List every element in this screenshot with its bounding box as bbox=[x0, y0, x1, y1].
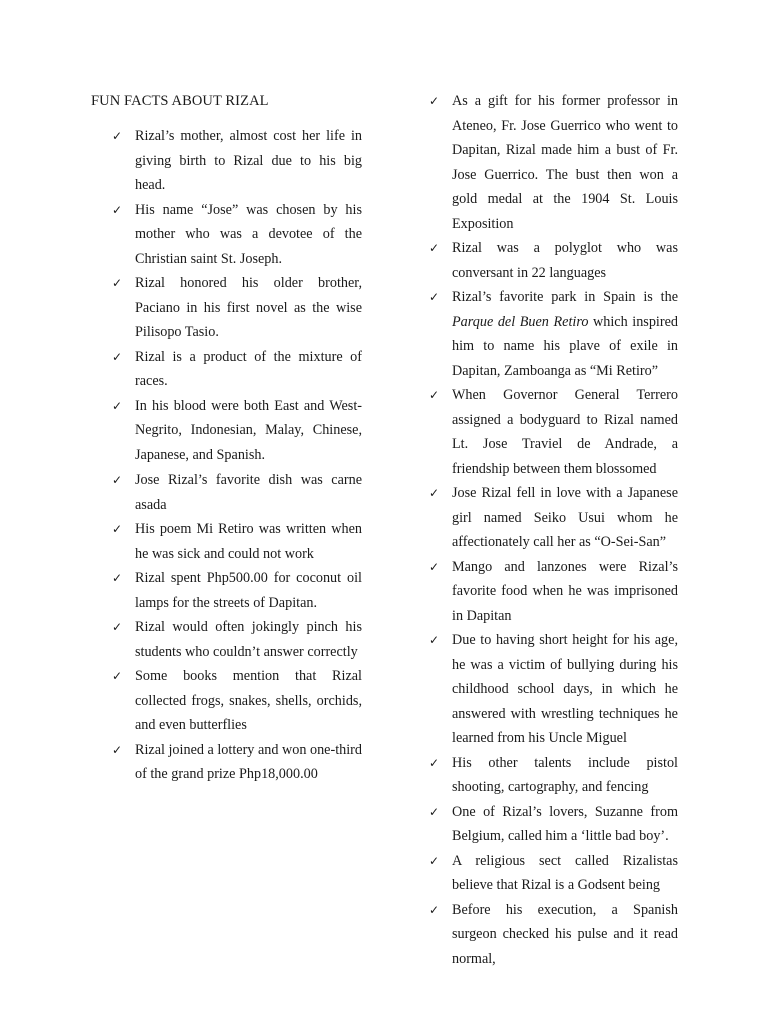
list-item: ✓ Rizal joined a lottery and won one-third of the grand prize Php18,000.00 bbox=[91, 738, 362, 787]
list-item: ✓ A religious sect called Rizalistas believe that Rizal is a Godsent being bbox=[427, 849, 678, 898]
checkmark-icon: ✓ bbox=[429, 94, 440, 108]
fact-list-left-1 bbox=[91, 124, 362, 467]
checkmark-icon: ✓ bbox=[112, 571, 123, 585]
list-item: ✓ One of Rizal’s lovers, Suzanne from Belgium, called him a ‘little bad boy’. bbox=[427, 800, 678, 849]
list-item: ✓ Jose Rizal’s favorite dish was carne asada bbox=[91, 468, 362, 517]
list-item: ✓ When Governor General Terrero assigned a bodyguard to Rizal named Lt. Jose Traviel de Andrade, a friendship between them blossomed bbox=[427, 383, 678, 481]
list-item: ✓ Some books mention that Rizal collected frogs, snakes, shells, orchids, and even butterflies bbox=[91, 664, 362, 738]
list-item: ✓ Mango and lanzones were Rizal’s favorite food when he was imprisoned in Dapitan bbox=[427, 555, 678, 629]
list-item: ✓ Rizal was a polyglot who was conversant in 22 languages bbox=[427, 236, 678, 285]
checkmark-icon: ✓ bbox=[429, 633, 440, 647]
checkmark-icon: ✓ bbox=[112, 276, 123, 290]
checkmark-icon: ✓ bbox=[429, 290, 440, 304]
list-item: ✓ His name “Jose” was chosen by his mother who was a devotee of the Christian saint St. Joseph. bbox=[91, 198, 362, 272]
checkmark-icon: ✓ bbox=[112, 129, 123, 143]
checkmark-icon: ✓ bbox=[429, 902, 440, 917]
checkmark-icon: ✓ bbox=[112, 202, 123, 217]
checkmark-icon: ✓ bbox=[112, 349, 123, 364]
list-item: ✓ Rizal is a product of the mixture of races. bbox=[91, 345, 362, 394]
list-item: ✓ Before his execution, a Spanish surgeon checked his pulse and it read normal, bbox=[427, 898, 678, 972]
checkmark-icon: ✓ bbox=[429, 804, 440, 819]
checkmark-icon: ✓ bbox=[112, 398, 123, 413]
page-title: FUN FACTS ABOUT RIZAL bbox=[91, 93, 269, 109]
list-item: ✓ Rizal’s favorite park in Spain is the Parque del Buen Retiro which inspired him to name his plave of exile in Dapitan, Zamboanga as “Mi Retiro” bbox=[427, 285, 678, 383]
list-item: ✓ His other talents include pistol shooting, cartography, and fencing bbox=[427, 751, 678, 800]
checkmark-icon: ✓ bbox=[112, 473, 123, 487]
checkmark-icon: ✓ bbox=[429, 241, 440, 255]
checkmark-icon: ✓ bbox=[429, 755, 440, 770]
park-name: Parque del Buen Retiro bbox=[452, 313, 589, 330]
fact-list-left-2 bbox=[91, 468, 362, 787]
list-item: ✓ Rizal honored his older brother, Paciano in his first novel as the wise Pilisopo Tasio. bbox=[91, 271, 362, 345]
list-item: ✓ Due to having short height for his age, he was a victim of bullying during his childhood school days, in which he answered with wrestling techniques he learned from his Uncle Miguel bbox=[427, 628, 678, 751]
list-item: ✓ Rizal would often jokingly pinch his students who couldn’t answer correctly bbox=[91, 615, 362, 664]
list-item: ✓ As a gift for his former professor in Ateneo, Fr. Jose Guerrico who went to Dapitan, Rizal made him a bust of Fr. Jose Guerrico. The bust then won a gold medal at the 1904 St. Louis Exposition bbox=[427, 89, 678, 236]
fact-list-right bbox=[427, 89, 678, 971]
checkmark-icon: ✓ bbox=[429, 388, 440, 402]
checkmark-icon: ✓ bbox=[112, 522, 123, 536]
list-item: ✓ In his blood were both East and West- Negrito, Indonesian, Malay, Chinese, Japanese, and Spanish. bbox=[91, 394, 362, 468]
list-item: ✓ His poem Mi Retiro was written when he was sick and could not work bbox=[91, 517, 362, 566]
list-item: ✓ Rizal spent Php500.00 for coconut oil lamps for the streets of Dapitan. bbox=[91, 566, 362, 615]
list-item: ✓ Jose Rizal fell in love with a Japanese girl named Seiko Usui whom he affectionately call her as “O-Sei-San” bbox=[427, 481, 678, 555]
checkmark-icon: ✓ bbox=[429, 559, 440, 574]
checkmark-icon: ✓ bbox=[429, 486, 440, 500]
checkmark-icon: ✓ bbox=[112, 669, 123, 683]
checkmark-icon: ✓ bbox=[112, 742, 123, 757]
checkmark-icon: ✓ bbox=[429, 853, 440, 868]
checkmark-icon: ✓ bbox=[112, 620, 123, 634]
list-item: ✓ Rizal’s mother, almost cost her life in giving birth to Rizal due to his big head. bbox=[91, 124, 362, 198]
